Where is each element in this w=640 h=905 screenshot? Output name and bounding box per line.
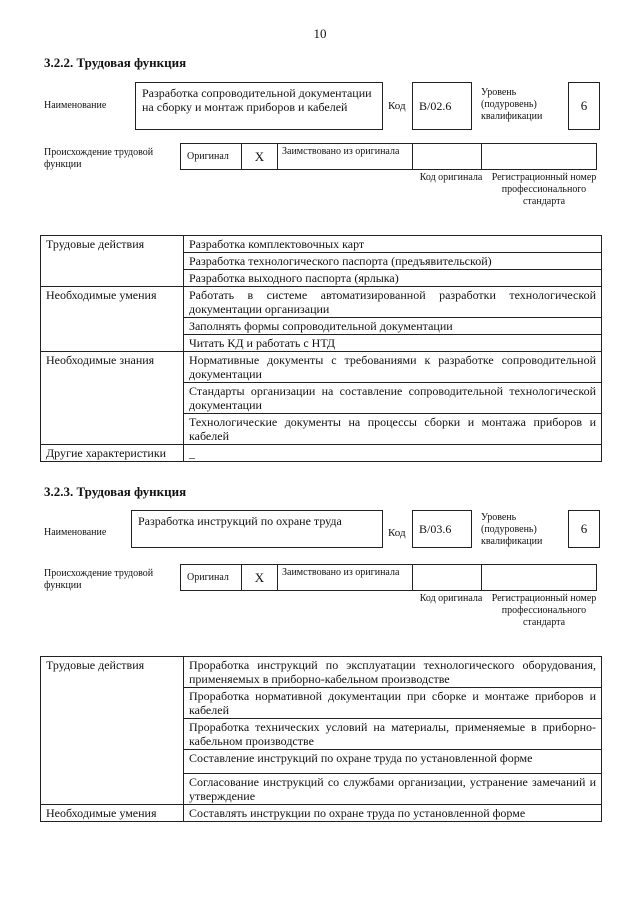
reg-number-cell	[481, 564, 597, 591]
table-cell: Нормативные документы с требованиями к разработке сопроводительной документации	[184, 352, 602, 383]
table-row	[41, 236, 602, 253]
section-title: 3.2.2. Трудовая функция	[44, 55, 187, 70]
row-label: Трудовые действия	[41, 236, 184, 287]
row-label: Другие характеристики	[41, 445, 184, 462]
code-original-cell	[412, 143, 482, 170]
table-row	[41, 657, 602, 688]
original-cell	[180, 564, 242, 591]
table-cell: _	[184, 445, 602, 462]
function-name-box: Разработка инструкций по охране труда	[131, 510, 383, 548]
table-cell: Проработка нормативной документации при сборке и монтаже приборов и кабелей	[184, 688, 602, 719]
code-original-cell	[412, 564, 482, 591]
code-original-caption: Код оригинала	[419, 593, 483, 604]
original-label: Оригинал	[187, 571, 229, 583]
reg-number-caption: Регистрационный номер профессионального стандарта	[491, 593, 597, 628]
code-label: Код	[388, 527, 406, 539]
table-cell: Составление инструкций по охране труда по установленной форме	[184, 750, 602, 774]
table-cell: Технологические документы на процессы сборки и монтажа приборов и кабелей	[184, 414, 602, 445]
section-title: 3.2.3. Трудовая функция	[44, 484, 187, 499]
original-cell	[180, 143, 242, 170]
table-cell: Стандарты организации на составление сопроводительной технологической документации	[184, 383, 602, 414]
table-row	[41, 287, 602, 318]
level-box: 6	[568, 82, 600, 130]
row-label: Необходимые умения	[41, 805, 184, 822]
origin-row	[181, 143, 601, 170]
level-label: Уровень (подуровень) квалификации	[481, 87, 543, 122]
original-mark: X	[241, 143, 278, 170]
code-box: В/03.6	[412, 510, 472, 548]
table-row	[41, 805, 602, 822]
table-cell: Разработка выходного паспорта (ярлыка)	[184, 270, 602, 287]
page-number: 10	[313, 26, 327, 41]
table-cell: Проработка инструкций по эксплуатации технологического оборудования, применяемых в приборно-кабельном производстве	[184, 657, 602, 688]
table-cell: Составлять инструкции по охране труда по установленной форме	[184, 805, 602, 822]
table-cell: Проработка технических условий на материалы, применяемые в приборно-кабельном производстве	[184, 719, 602, 750]
name-label: Наименование	[44, 100, 107, 111]
table-cell: Работать в системе автоматизированной разработки технологической документации организации	[184, 287, 602, 318]
table-row	[41, 445, 602, 462]
code-box: В/02.6	[412, 82, 472, 130]
row-label: Трудовые действия	[41, 657, 184, 805]
code-label: Код	[388, 100, 406, 112]
row-label: Необходимые умения	[41, 287, 184, 352]
original-label: Оригинал	[187, 150, 229, 162]
origin-label: Происхождение трудовой функции	[44, 147, 154, 170]
origin-row	[181, 564, 601, 591]
table-cell: Согласование инструкций со службами организации, устранение замечаний и утверждение	[184, 774, 602, 805]
code-original-caption: Код оригинала	[419, 172, 483, 183]
function-name-box: Разработка сопроводительной документации на сборку и монтаж приборов и кабелей	[135, 82, 383, 130]
level-box: 6	[568, 510, 600, 548]
borrowed-cell: Заимствовано из оригинала	[277, 143, 413, 170]
table-cell: Разработка комплектовочных карт	[184, 236, 602, 253]
borrowed-cell: Заимствовано из оригинала	[277, 564, 413, 591]
row-label: Необходимые знания	[41, 352, 184, 445]
reg-number-caption: Регистрационный номер профессионального стандарта	[491, 172, 597, 207]
table-cell: Заполнять формы сопроводительной документации	[184, 318, 602, 335]
function-details-table	[40, 235, 602, 462]
table-cell: Разработка технологического паспорта (предъявительской)	[184, 253, 602, 270]
level-label: Уровень (подуровень) квалификации	[481, 512, 543, 547]
table-row	[41, 352, 602, 383]
origin-label: Происхождение трудовой функции	[44, 568, 154, 591]
table-cell: Читать КД и работать с НТД	[184, 335, 602, 352]
original-mark: X	[241, 564, 278, 591]
name-label: Наименование	[44, 527, 107, 538]
reg-number-cell	[481, 143, 597, 170]
function-details-table	[40, 656, 602, 822]
